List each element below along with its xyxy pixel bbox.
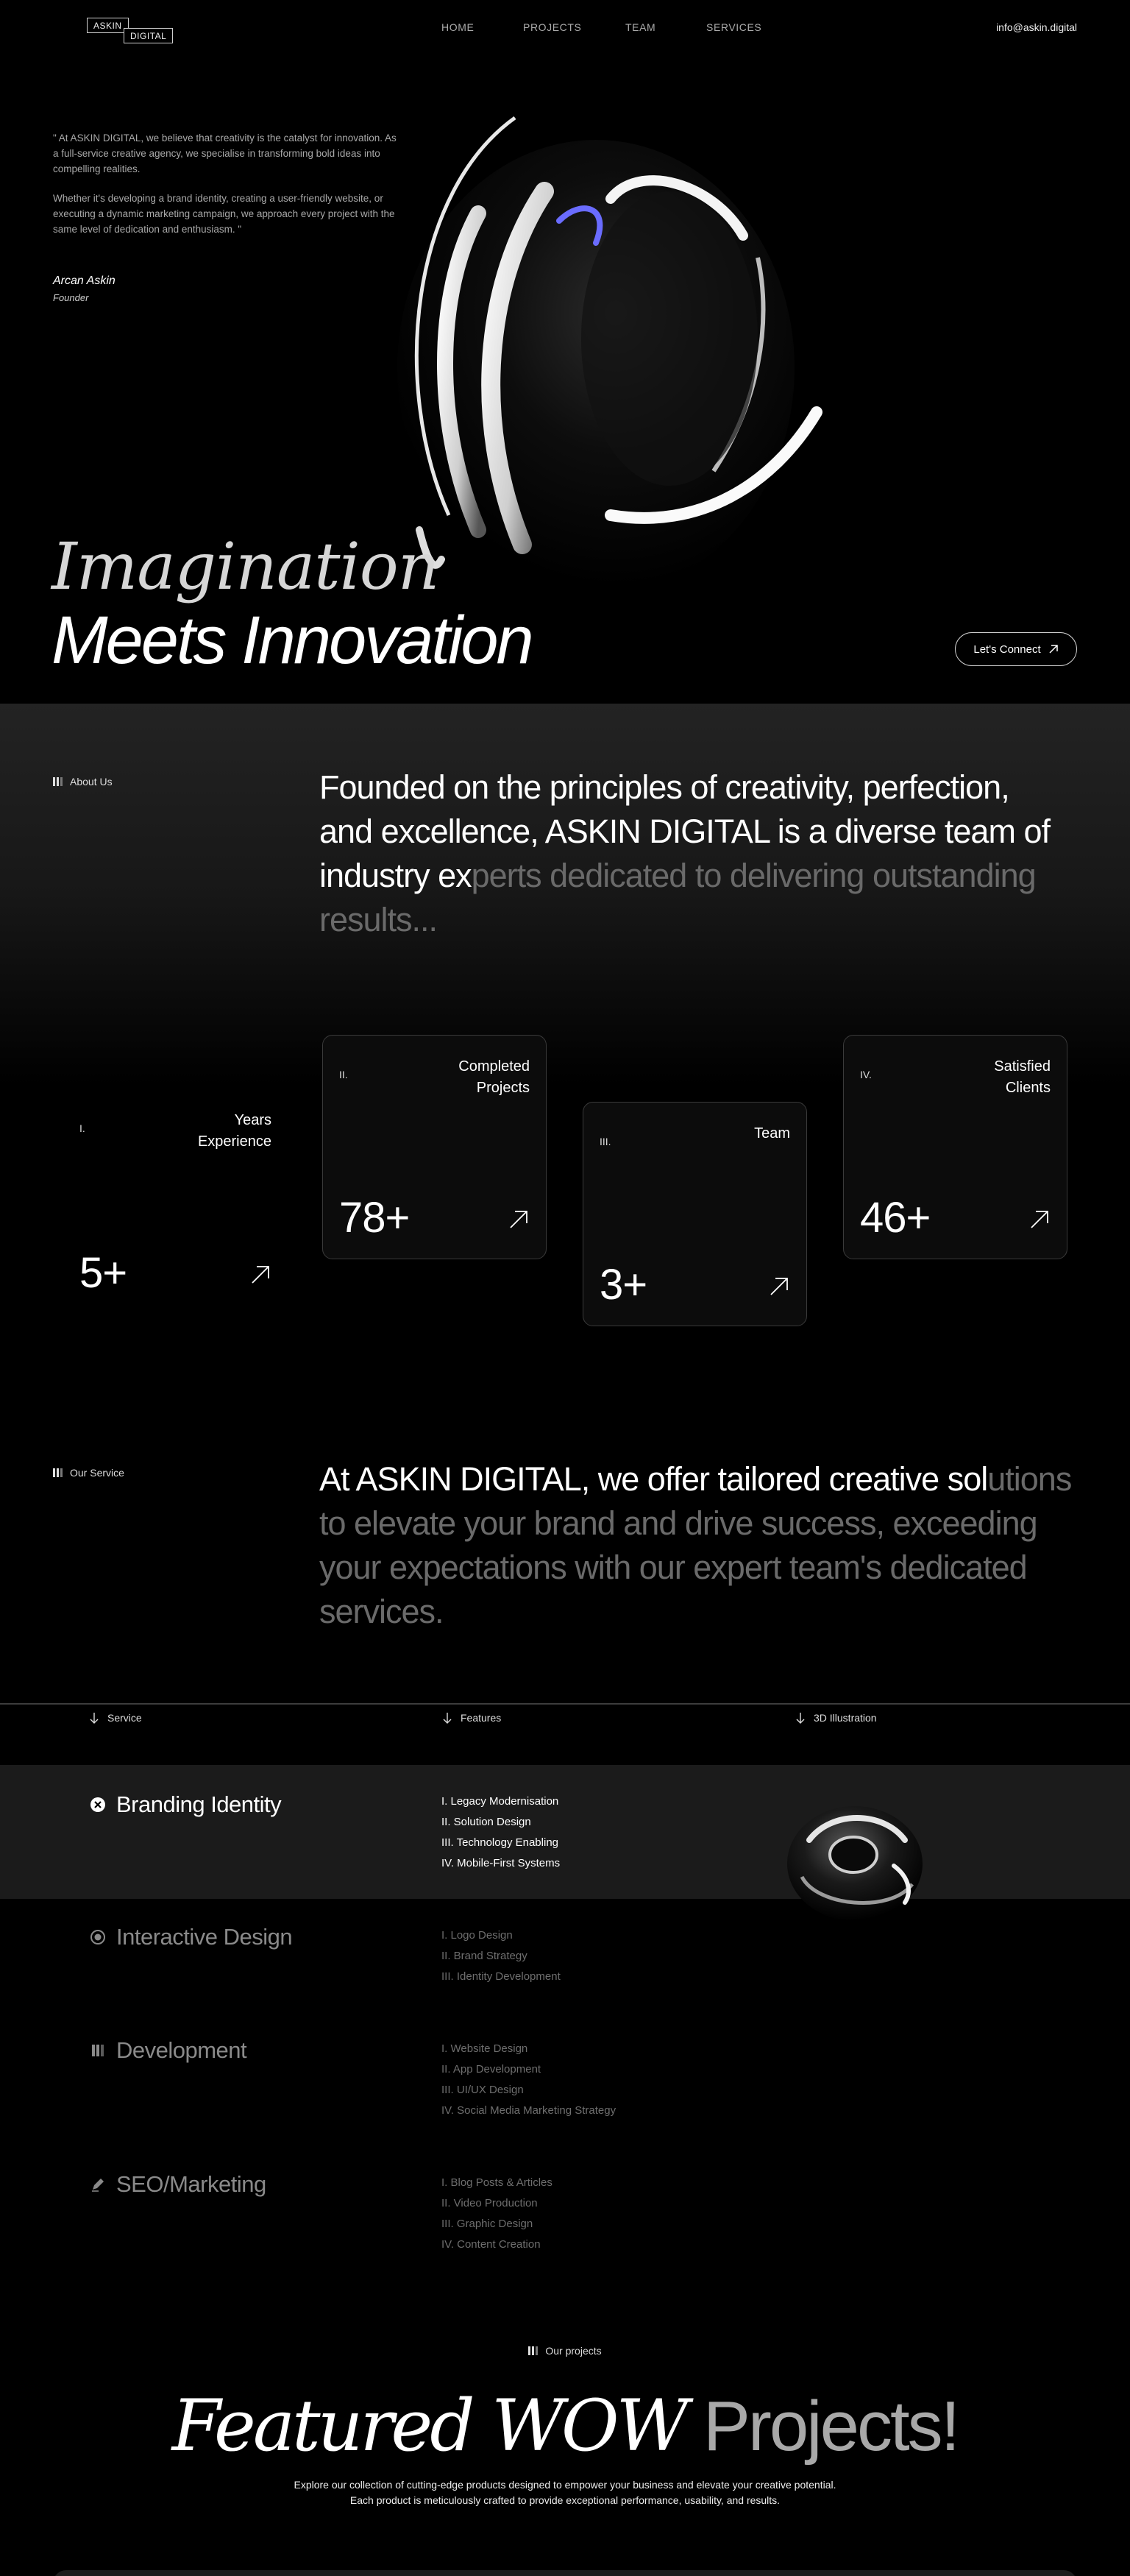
service-name [90, 1924, 292, 1950]
arrow-down-icon [796, 1712, 805, 1724]
service-text-bright: At ASKIN DIGITAL, we offer tailored creative sol [319, 1460, 988, 1498]
radio-target-icon [90, 1929, 106, 1945]
arrow-up-right-icon [1028, 1209, 1051, 1231]
nav-projects[interactable]: PROJECTS [523, 21, 582, 33]
stat-value: 46+ [860, 1194, 931, 1242]
author-role: Founder [53, 292, 89, 303]
logo-bottom-text: DIGITAL [124, 28, 173, 43]
stat-number: IV. [860, 1069, 872, 1080]
stat-card-team[interactable] [583, 1102, 807, 1326]
author-name: Arcan Askin [53, 275, 116, 287]
bars-icon [53, 1468, 63, 1477]
service-name [90, 1791, 281, 1818]
arrow-down-icon [443, 1712, 452, 1724]
our-service-label [53, 1467, 124, 1479]
hero-quote-paragraph: Whether it's developing a brand identity, creating a user-friendly website, or executing a dynamic marketing campaign, we approach every project with the same level of dedication and enthusiasm. " [53, 193, 395, 235]
feature-item: IV. Social Media Marketing Strategy [441, 2104, 616, 2117]
about-paragraph [319, 765, 1062, 942]
arrow-up-right-icon [768, 1275, 790, 1298]
service-features [441, 2039, 616, 2121]
service-name-text: Interactive Design [116, 1924, 293, 1950]
arrow-up-right-icon [508, 1209, 530, 1231]
stat-value: 78+ [339, 1194, 410, 1242]
title-italic-part: Featured WOW [171, 2385, 686, 2467]
about-us-label-text: About Us [70, 776, 113, 788]
stat-card-clients[interactable] [843, 1035, 1067, 1259]
arrow-down-icon [90, 1712, 99, 1724]
feature-item: II. Video Production [441, 2197, 538, 2209]
feature-item: IV. Content Creation [441, 2238, 541, 2251]
bars-icon [53, 777, 63, 786]
service-row-branding-identity[interactable] [0, 1765, 1130, 1899]
about-us-label [53, 776, 113, 788]
about-text-bright: Founded on the principles of creativity, perfection, and excellence, ASKIN DIGITAL is a diverse team of industry ex [319, 768, 1050, 894]
feature-item: IV. Mobile-First Systems [441, 1857, 561, 1869]
column-header-service [90, 1712, 142, 1724]
lets-connect-label: Let's Connect [973, 643, 1041, 656]
hero-quote-paragraph: " At ASKIN DIGITAL, we believe that creativity is the catalyst for innovation. As a full-service creative agency, we specialise in transforming bold ideas into compelling realities. [53, 132, 397, 174]
email-link[interactable]: info@askin.digital [996, 21, 1077, 33]
close-circle-icon [90, 1797, 106, 1813]
stat-card-projects[interactable] [322, 1035, 547, 1259]
arrow-up-right-icon [1048, 644, 1059, 654]
about-text-dim: perts dedicated to delivering outstanding results... [319, 857, 1036, 938]
stat-title: Team [754, 1125, 790, 1142]
projects-description [0, 2477, 1130, 2508]
feature-item: I. Logo Design [441, 1929, 513, 1942]
projects-description-line: Explore our collection of cutting-edge products designed to empower your business and elevate your creative potential. [294, 2479, 836, 2491]
stat-title: Completed Projects [458, 1058, 530, 1096]
feature-item: III. Graphic Design [441, 2218, 533, 2230]
featured-projects-title [0, 2385, 1130, 2467]
our-projects-label [0, 2345, 1130, 2357]
feature-item: II. Solution Design [441, 1816, 531, 1828]
feature-item: III. Identity Development [441, 1970, 561, 1983]
service-name [90, 2171, 266, 2198]
title-plain-part: Projects! [703, 2387, 959, 2466]
feature-item: I. Blog Posts & Articles [441, 2176, 552, 2189]
service-row-seo-marketing[interactable] [0, 2154, 1130, 2271]
service-row-interactive-design[interactable] [0, 1905, 1130, 2000]
column-header-text: Service [107, 1712, 142, 1724]
bars-icon [528, 2346, 538, 2355]
section-divider [0, 1703, 1130, 1705]
service-paragraph [319, 1457, 1077, 1634]
feature-item: II. App Development [441, 2063, 541, 2076]
stat-number: III. [600, 1136, 611, 1147]
feature-item: III. UI/UX Design [441, 2084, 524, 2096]
service-text-dim: utions to elevate your brand and drive success, exceeding your expectations with our expert team's dedicated services. [319, 1460, 1072, 1630]
service-name-text: SEO/Marketing [116, 2171, 266, 2197]
hero-headline-line-2: Meets Innovation [51, 603, 532, 678]
projects-description-line: Each product is meticulously crafted to provide exceptional performance, usability, and results. [349, 2494, 781, 2506]
column-header-features [443, 1712, 501, 1724]
logo[interactable] [87, 18, 166, 43]
service-row-development[interactable] [0, 2018, 1130, 2136]
column-header-3d-illustration [796, 1712, 877, 1724]
stat-card-years [63, 1089, 288, 1314]
service-features [441, 1791, 560, 1874]
our-projects-label-text: Our projects [545, 2345, 602, 2357]
service-name [90, 2037, 246, 2064]
stat-value: 3+ [600, 1261, 647, 1309]
feature-item: I. Legacy Modernisation [441, 1795, 559, 1808]
feature-item: III. Technology Enabling [441, 1836, 559, 1849]
lets-connect-button[interactable] [955, 632, 1077, 666]
hero-headline-line-1: Imagination [51, 528, 439, 604]
arrow-up-right-icon [249, 1264, 271, 1286]
stat-title: Years Experience [197, 1112, 271, 1150]
logo-top-text: ASKIN [87, 18, 129, 33]
stat-number: I. [79, 1122, 85, 1134]
our-service-label-text: Our Service [70, 1467, 124, 1479]
nav-team[interactable]: TEAM [625, 21, 656, 33]
column-header-text: Features [461, 1712, 502, 1724]
project-card-edge [53, 2570, 1077, 2576]
pencil-icon [90, 2176, 106, 2193]
service-name-text: Branding Identity [116, 1791, 282, 1817]
feature-item: I. Website Design [441, 2042, 528, 2055]
stat-value: 5+ [79, 1249, 127, 1297]
service-name-text: Development [116, 2037, 247, 2063]
stat-title: Satisfied Clients [994, 1058, 1051, 1096]
nav-services[interactable]: SERVICES [706, 21, 762, 33]
feature-item: II. Brand Strategy [441, 1950, 527, 1962]
nav-home[interactable]: HOME [441, 21, 475, 33]
service-features [441, 1925, 561, 1987]
bars-icon [90, 2042, 106, 2059]
service-features [441, 2173, 552, 2255]
column-header-text: 3D Illustration [814, 1712, 877, 1724]
stat-number: II. [339, 1069, 348, 1080]
